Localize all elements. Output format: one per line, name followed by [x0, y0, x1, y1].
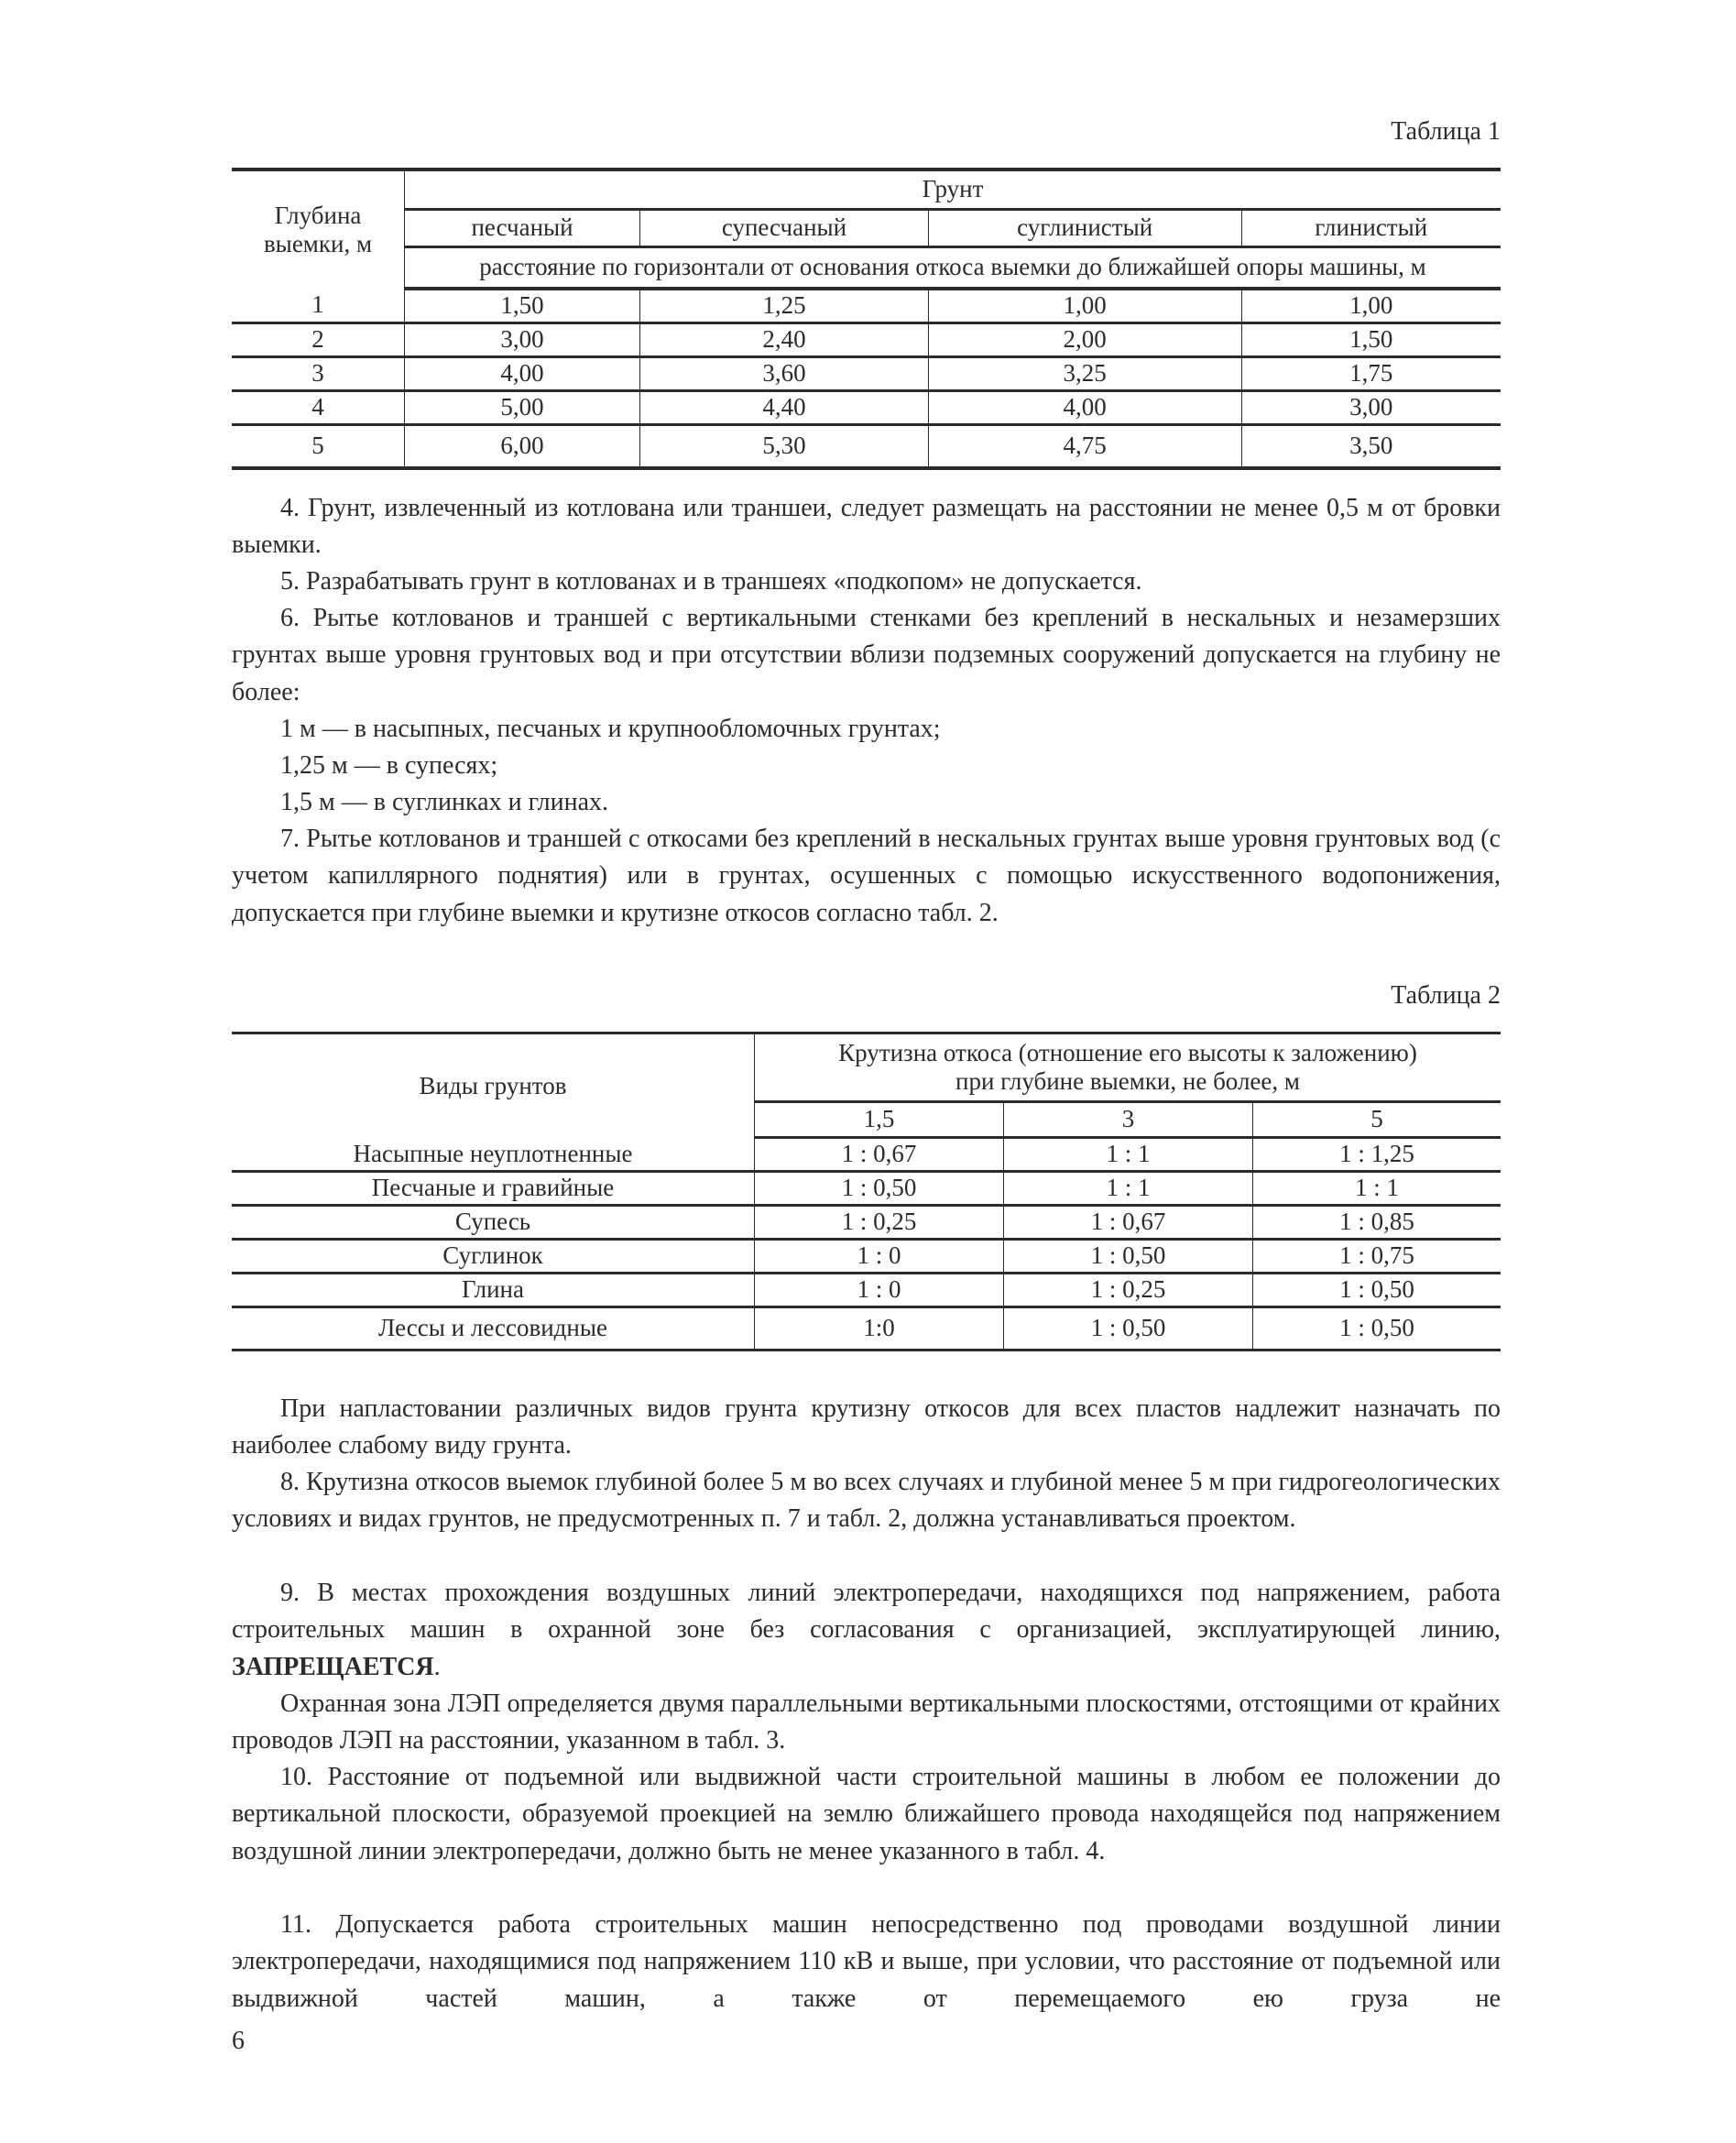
table1-value-cell: 1,50: [1241, 323, 1501, 357]
table1-value-cell: 4,75: [928, 425, 1241, 469]
table2-value-cell: 1 : 1: [1004, 1172, 1253, 1206]
table1-value-cell: 6,00: [405, 425, 640, 469]
table1-value-cell: 4,00: [405, 357, 640, 391]
table1-value-cell: 3,60: [640, 357, 929, 391]
table1-value-cell: 5,30: [640, 425, 929, 469]
paragraph-6: 6. Рытье котлованов и траншей с вертикальными стенками без креплений в нескальных и незамерзших грунтах выше уровня грунтовых вод и при отсутствии вблизи подземных сооружений допускается на глубину не более:: [232, 604, 1501, 706]
table2-header-steepness: [755, 1033, 1501, 1102]
table1-header-depth: Глубина выемки, м: [232, 169, 405, 289]
table-row: [232, 425, 1501, 469]
table1-col-clay: глинистый: [1241, 210, 1501, 247]
paragraph-6-item-3: 1,5 м — в суглинках и глинах.: [280, 788, 609, 816]
table1-excavation-distance: [232, 168, 1501, 470]
table2-col-depth-5: 5: [1253, 1102, 1501, 1138]
table2-header-steepness-line1: Крутизна откоса (отношение его высоты к заложению): [838, 1038, 1417, 1066]
paragraph-10: 10. Расстояние от подъемной или выдвижной части строительной машины в любом ее положении до вертикальной плоскости, образуемой проекцией на землю ближайшего провода находящейся под напряжением воздушной линии электропередачи, должно быть не менее указанного в табл. 4.: [232, 1763, 1501, 1865]
table1-value-cell: 2,40: [640, 323, 929, 357]
paragraph-7: 7. Рытье котлованов и траншей с откосами без креплений в нескальных грунтах выше уровня грунтовых вод (с учетом капиллярного поднятия) или в грунтах, осушенных с помощью искусственного водопонижения, допускается при глубине выемки и крутизне откосов согласно табл. 2.: [232, 825, 1501, 927]
table2-value-cell: 1 : 0,25: [1004, 1274, 1253, 1307]
paragraph-9-text: 9. В местах прохождения воздушных линий электропередачи, находящихся под напряжением, работа строительных машин в охранной зоне без согласования с организацией, эксплуатирующей линию,: [232, 1579, 1501, 1645]
table2-value-cell: 1 : 0,50: [1004, 1307, 1253, 1350]
table1-caption: Таблица 1: [1391, 117, 1501, 146]
table1-depth-cell: 1: [232, 289, 405, 323]
table1-value-cell: 3,50: [1349, 432, 1393, 460]
table2-value-cell: 1 : 0,75: [1253, 1240, 1501, 1274]
table2-kind-cell: Супесь: [232, 1206, 755, 1240]
table1-value-cell: 5,00: [405, 391, 640, 425]
table2-value-cell: 1 : 0,50: [1004, 1240, 1253, 1274]
table2-value-cell: 1 : 0,67: [1004, 1206, 1253, 1240]
table2-value-cell: 1 : 1,25: [1253, 1138, 1501, 1172]
table2-value-cell: 1 : 0: [755, 1240, 1004, 1274]
paragraph-9-end: .: [433, 1652, 441, 1681]
table-row: [232, 1274, 1501, 1307]
table2-value-cell: 1 : 0,50: [755, 1172, 1004, 1206]
table2-kind-cell: Суглинок: [232, 1240, 755, 1274]
paragraph-4: 4. Грунт, извлеченный из котлована или траншеи, следует размещать на расстоянии не менее 0,5 м от бровки выемки.: [232, 494, 1501, 560]
table-row: [232, 289, 1501, 323]
table-row: [232, 1172, 1501, 1206]
table1-depth-cell: 5: [232, 425, 405, 469]
table2-caption: Таблица 2: [1391, 981, 1501, 1010]
table1-value-cell: 1,75: [1241, 357, 1501, 391]
table2-header-steepness-line2: при глубине выемки, не более, м: [955, 1067, 1300, 1095]
paragraph-9: [232, 1575, 1501, 1686]
table2-kind-cell: Насыпные неуплотненные: [232, 1138, 755, 1172]
table1-depth-cell: 3: [232, 357, 405, 391]
table1-col-sandy-loam: супесчаный: [640, 210, 929, 247]
page-number: 6: [232, 2027, 245, 2055]
table1-value-cell: 3,00: [405, 323, 640, 357]
table-row: [232, 323, 1501, 357]
table1-value-cell: 1,00: [1241, 289, 1501, 323]
table2-value-cell: 1 : 1: [1253, 1172, 1501, 1206]
table2-value-cell: 1 : 0: [755, 1274, 1004, 1307]
table2-value-cell: 1:0: [755, 1307, 1004, 1350]
table2-kind-cell: Глина: [232, 1274, 755, 1307]
paragraph-6-item-2: 1,25 м — в супесях;: [280, 751, 498, 780]
table2-value-cell: 1 : 0,25: [755, 1206, 1004, 1240]
table2-col-depth-1-5: 1,5: [755, 1102, 1004, 1138]
table-row: [232, 1206, 1501, 1240]
paragraph-5: 5. Разрабатывать грунт в котлованах и в траншеях «подкопом» не допускается.: [280, 567, 1142, 596]
table1-value-cell: 3,00: [1241, 391, 1501, 425]
table1-value-cell: 4,40: [640, 391, 929, 425]
table1-depth-cell: 4: [232, 391, 405, 425]
table1-col-sandy: песчаный: [405, 210, 640, 247]
table2-slope-steepness: [232, 1032, 1501, 1351]
table2-header-kinds: Виды грунтов: [232, 1033, 755, 1138]
table-row: [232, 391, 1501, 425]
table1-value-cell: 1,50: [405, 289, 640, 323]
table-row: [232, 1240, 1501, 1274]
table2-value-cell: 1 : 1: [1004, 1138, 1253, 1172]
table-row: [232, 1138, 1501, 1172]
paragraph-8: 8. Крутизна откосов выемок глубиной более 5 м во всех случаях и глубиной менее 5 м при гидрогеологических условиях и видах грунтов, не предусмотренных п. 7 и табл. 2, должна устанавливаться проектом.: [232, 1468, 1501, 1534]
table2-kind-cell: Лессы и лессовидные: [232, 1307, 755, 1350]
table1-col-loam: суглинистый: [928, 210, 1241, 247]
table2-col-depth-3: 3: [1004, 1102, 1253, 1138]
table2-value-cell: 1 : 0,67: [755, 1138, 1004, 1172]
table-row: [232, 1307, 1501, 1350]
table1-value-cell: 1,25: [640, 289, 929, 323]
paragraph-6-item-1: 1 м — в насыпных, песчаных и крупнообломочных грунтах;: [280, 715, 941, 743]
table1-header-distance: расстояние по горизонтали от основания откоса выемки до ближайшей опоры машины, м: [405, 247, 1501, 290]
paragraph-9-prohibited: ЗАПРЕЩАЕТСЯ: [232, 1652, 434, 1681]
table2-kind-cell: Песчаные и гравийные: [232, 1172, 755, 1206]
table1-value-cell: 1,00: [928, 289, 1241, 323]
table1-value-cell: 4,00: [928, 391, 1241, 425]
paragraph-11: 11. Допускается работа строительных машин непосредственно под проводами воздушной линии электропередачи, находящимися под напряжением 110 кВ и выше, при условии, что расстояние от подъемной или выдвижной частей машин, а также от перемещаемого ею груза не: [232, 1910, 1501, 2013]
table2-value-cell: 1 : 0,50: [1339, 1314, 1414, 1342]
table2-value-cell: 1 : 0,85: [1253, 1206, 1501, 1240]
table1-depth-cell: 2: [232, 323, 405, 357]
table-row: [232, 357, 1501, 391]
table2-value-cell: 1 : 0,50: [1253, 1274, 1501, 1307]
table1-value-cell: 2,00: [928, 323, 1241, 357]
table1-value-cell: 3,25: [928, 357, 1241, 391]
table1-header-soil: Грунт: [405, 169, 1501, 210]
paragraph-protection-zone: Охранная зона ЛЭП определяется двумя параллельными вертикальными плоскостями, отстоящими от крайних проводов ЛЭП на расстоянии, указанном в табл. 3.: [232, 1689, 1501, 1755]
paragraph-layers: При напластовании различных видов грунта крутизну откосов для всех пластов надлежит назначать по наиболее слабому виду грунта.: [232, 1394, 1501, 1460]
